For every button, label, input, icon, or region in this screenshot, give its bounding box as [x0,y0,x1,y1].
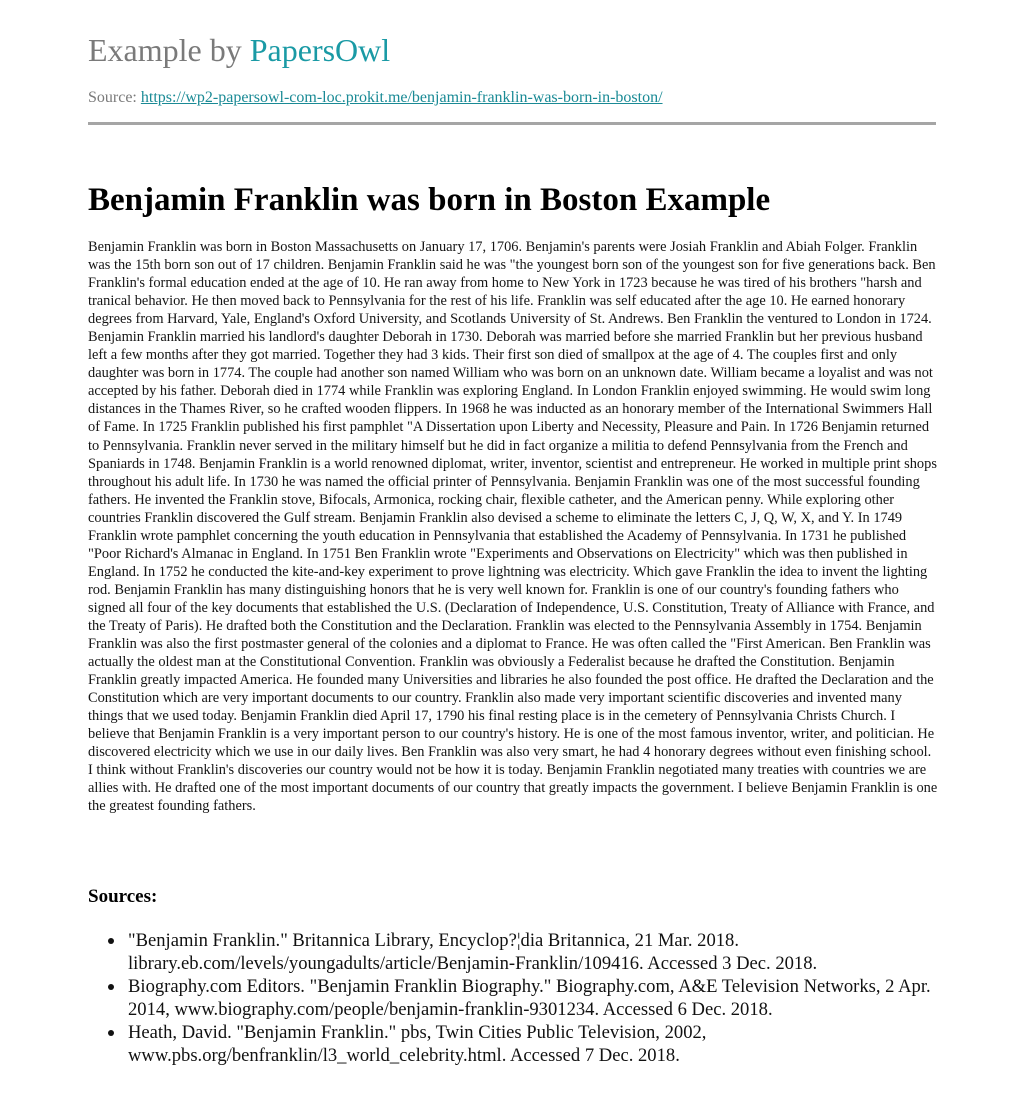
source-item-text: "Benjamin Franklin." Britannica Library, Encyclop?¦dia Britannica, 21 Mar. 2018. library.eb.com/levels/youngadults/article/Benjamin-Franklin/109416. Accessed 3 Dec. 2018. [128,930,818,974]
sources-heading: Sources: [88,886,158,907]
page-title: Benjamin Franklin was born in Boston Example [88,182,771,218]
source-item [128,929,936,975]
brand-name-link[interactable]: PapersOwl [249,32,391,68]
bullet-icon [108,938,114,944]
source-label: Source: [88,89,141,106]
bullet-icon [108,984,114,990]
brand-prefix: Example by [88,32,250,68]
header-divider [88,122,936,125]
source-item-text: Biography.com Editors. "Benjamin Franklin Biography." Biography.com, A&E Television Networks, 2 Apr. 2014, www.biography.com/people/benjamin-franklin-9301234. Accessed 6 Dec. 2018. [128,976,931,1020]
source-url-link[interactable]: https://wp2-papersowl-com-loc.prokit.me/benjamin-franklin-was-born-in-boston/ [140,89,663,106]
source-line [88,87,663,109]
source-item [128,975,936,1021]
source-item-text: Heath, David. "Benjamin Franklin." pbs, Twin Cities Public Television, 2002, www.pbs.org/benfranklin/l3_world_celebrity.html. Accessed 7 Dec. 2018. [128,1022,707,1066]
brand-line [88,30,390,70]
article-body: Benjamin Franklin was born in Boston Massachusetts on January 17, 1706. Benjamin's parents were Josiah Franklin and Abiah Folger. Franklin was the 15th born son out of 17 children. Benjamin Franklin said he was "the youngest born son of the youngest son for five generations back. Ben Franklin's formal education ended at the age of 10. He ran away from home to New York in 1723 because he was tired of his brothers "harsh and tranical behavior. He then moved back to Pennsylvania for the rest of his life. Franklin was self educated after the age 10. He earned honorary degrees from Harvard, Yale, England's Oxford University, and Scotlands University of St. Andrews. Ben Franklin the ventured to London in 1724. Benjamin Franklin married his landlord's daughter Deborah in 1730. Deborah was married before she married Franklin but her previous husband left a few months after they got married. Together they had 3 kids. Their first son died of smallpox at the age of 4. The couples first and only daughter was born in 1774. The couple had another son named William who was born on an unknown date. William became a loyalist and was not accepted by his father. Deborah died in 1774 while Franklin was exploring England. In London Franklin enjoyed swimming. He would swim long distances in the Thames River, so he crafted wooden flippers. In 1968 he was inducted as an honorary member of the International Swimmers Hall of Fame. In 1725 Franklin published his first pamphlet "A Dissertation upon Liberty and Necessity, Pleasure and Pain. In 1726 Benjamin returned to Pennsylvania. Franklin never served in the military himself but he did in fact organize a militia to defend Pennsylvania from the French and Spaniards in 1748. Benjamin Franklin is a world renowned diplomat, writer, inventor, scientist and entrepreneur. He worked in multiple print shops throughout his adult life. In 1730 he was named the official printer of Pennsylvania. Benjamin Franklin was one of the most successful founding fathers. He invented the Franklin stove, Bifocals, Armonica, rocking chair, flexible catheter, and the American penny. While exploring other countries Franklin discovered the Gulf stream. Benjamin Franklin also devised a scheme to eliminate the letters C, J, Q, W, X, and Y. In 1749 Franklin wrote pamphlet concerning the youth education in Pennsylvania that established the Academy of Pennsylvania. In 1731 he published "Poor Richard's Almanac in England. In 1751 Ben Franklin wrote "Experiments and Observations on Electricity" which was then published in England. In 1752 he conducted the kite-and-key experiment to prove lightning was electricity. Which gave Franklin the idea to invent the lighting rod. Benjamin Franklin has many distinguishing honors that he is very well known for. Franklin is one of our country's founding fathers who signed all four of the key documents that established the U.S. (Declaration of Independence, U.S. Constitution, Treaty of Alliance with France, and the Treaty of Paris). He drafted both the Constitution and the Declaration. Franklin was elected to the Pennsylvania Assembly in 1754. Benjamin Franklin was also the first postmaster general of the colonies and a diplomat to France. He was often called the "First American. Ben Franklin was actually the oldest man at the Constitutional Convention. Franklin was obviously a Federalist because he drafted the Constitution. Benjamin Franklin greatly impacted America. He founded many Universities and libraries he also founded the post office. He drafted the Declaration and the Constitution which are very important documents to our country. Franklin also made very important scientific discoveries and invented many things that we used today. Benjamin Franklin died April 17, 1790 his final resting place is in the cemetery of Pennsylvania Christs Church. I believe that Benjamin Franklin is a very important person to our country's history. He is one of the most famous inventor, writer, and politician. He discovered electricity which we use in our daily lives. Ben Franklin was also very smart, he had 4 honorary degrees without even finishing school. I think without Franklin's discoveries our country would not be how it is today. Benjamin Franklin negotiated many treaties with countries we are allies with. He drafted one of the most important documents of our country that greatly impacts the government. I believe Benjamin Franklin is one the greatest founding fathers. [88,239,938,815]
bullet-icon [108,1030,114,1036]
sources-list [88,929,936,1067]
source-item [128,1021,936,1067]
